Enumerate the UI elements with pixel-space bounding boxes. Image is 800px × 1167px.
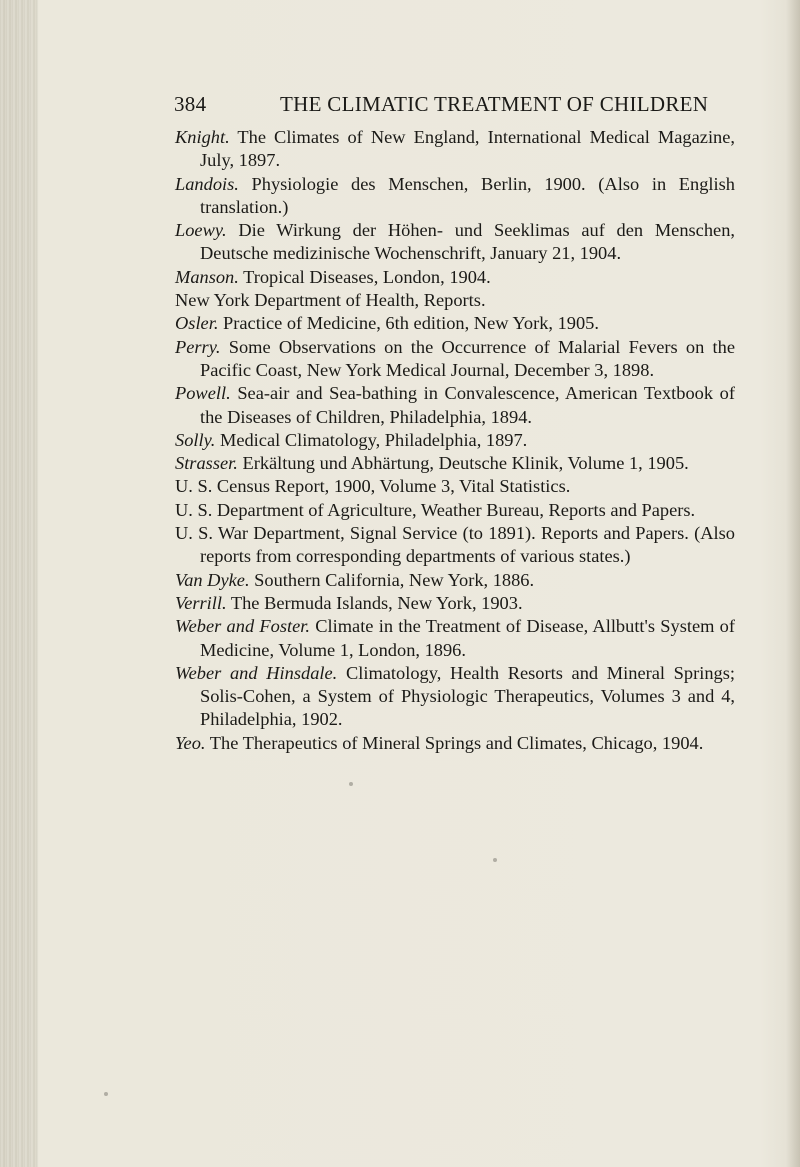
- entry-text: U. S. Department of Agriculture, Weather Bureau, Reports and Papers.: [175, 499, 696, 520]
- bibliography-entry: [175, 732, 735, 755]
- bibliography-entry: [175, 429, 735, 452]
- entry-author: Solly.: [175, 429, 216, 450]
- page-header: [174, 92, 734, 122]
- entry-author: Weber and Hinsdale.: [175, 662, 338, 683]
- entry-author: Van Dyke.: [175, 569, 250, 590]
- entry-author: Perry.: [175, 336, 221, 357]
- entry-text: Climate in the Treatment of Disease, Allbutt's System of Medicine, Volume 1, London, 1896.: [200, 616, 735, 660]
- entry-text: Sea-air and Sea-bathing in Convalescence, American Textbook of the Diseases of Children, Philadelphia, 1894.: [200, 383, 735, 427]
- entry-text: U. S. Census Report, 1900, Volume 3, Vital Statistics.: [175, 476, 571, 497]
- bibliography-entry: [175, 522, 735, 569]
- entry-text: Die Wirkung der Höhen- und Seeklimas auf den Menschen, Deutsche medizinische Wochenschrift, January 21, 1904.: [200, 220, 735, 264]
- running-title: THE CLIMATIC TREATMENT OF CHILDREN: [280, 92, 709, 116]
- bibliography-entry: [175, 382, 735, 429]
- entry-text: U. S. War Department, Signal Service (to 1891). Reports and Papers. (Also reports from corresponding departments of various states.): [175, 523, 735, 567]
- entry-author: Powell.: [175, 383, 231, 404]
- entry-author: Osler.: [175, 313, 219, 334]
- entry-text: Physiologie des Menschen, Berlin, 1900. (Also in English translation.): [200, 173, 735, 217]
- page-edge-shadow: [786, 0, 800, 1167]
- bibliography-entry: [175, 615, 735, 662]
- paper-speck: [104, 1092, 108, 1096]
- entry-text: Medical Climatology, Philadelphia, 1897.: [219, 429, 528, 450]
- bibliography-entry: [175, 126, 735, 173]
- entry-text: Climatology, Health Resorts and Mineral Springs; Solis-Cohen, a System of Physiologic Therapeutics, Volumes 3 and 4, Philadelphia, 1902.: [200, 662, 735, 730]
- entry-author: Manson.: [175, 266, 239, 287]
- bibliography-entry: [175, 569, 735, 592]
- bibliography-entry: [175, 289, 735, 312]
- bibliography-entry: [175, 219, 735, 266]
- bibliography-entry: [175, 173, 735, 220]
- bibliography-entry: [175, 266, 735, 289]
- entry-text: The Bermuda Islands, New York, 1903.: [230, 592, 523, 613]
- entry-text: Tropical Diseases, London, 1904.: [243, 266, 491, 287]
- entry-text: The Climates of New England, International Medical Magazine, July, 1897.: [200, 127, 736, 171]
- entry-author: Loewy.: [175, 220, 227, 241]
- paper-speck: [349, 782, 353, 786]
- bibliography-entry: [175, 662, 735, 732]
- page-number: 384: [174, 92, 207, 116]
- bibliography-entry: [175, 452, 735, 475]
- entry-text: New York Department of Health, Reports.: [175, 290, 486, 311]
- entry-author: Verrill.: [175, 592, 227, 613]
- bibliography-entry: [175, 592, 735, 615]
- paper-speck: [493, 858, 497, 862]
- bibliography-entry: [175, 336, 735, 383]
- entry-author: Weber and Foster.: [175, 616, 310, 637]
- bibliography-list: [175, 126, 735, 755]
- page-binding-shadow: [0, 0, 38, 1167]
- entry-text: Practice of Medicine, 6th edition, New York, 1905.: [223, 313, 599, 334]
- entry-author: Strasser.: [175, 453, 238, 474]
- entry-text: The Therapeutics of Mineral Springs and Climates, Chicago, 1904.: [209, 732, 704, 753]
- entry-text: Southern California, New York, 1886.: [254, 569, 535, 590]
- entry-author: Knight.: [175, 127, 230, 147]
- bibliography-entry: [175, 312, 735, 335]
- bibliography-entry: [175, 475, 735, 498]
- entry-text: Erkältung und Abhärtung, Deutsche Klinik, Volume 1, 1905.: [242, 453, 689, 474]
- entry-text: Some Observations on the Occurrence of Malarial Fevers on the Pacific Coast, New York Medical Journal, December 3, 1898.: [200, 336, 735, 380]
- bibliography-entry: [175, 499, 735, 522]
- entry-author: Yeo.: [175, 732, 206, 753]
- entry-author: Landois.: [175, 173, 239, 194]
